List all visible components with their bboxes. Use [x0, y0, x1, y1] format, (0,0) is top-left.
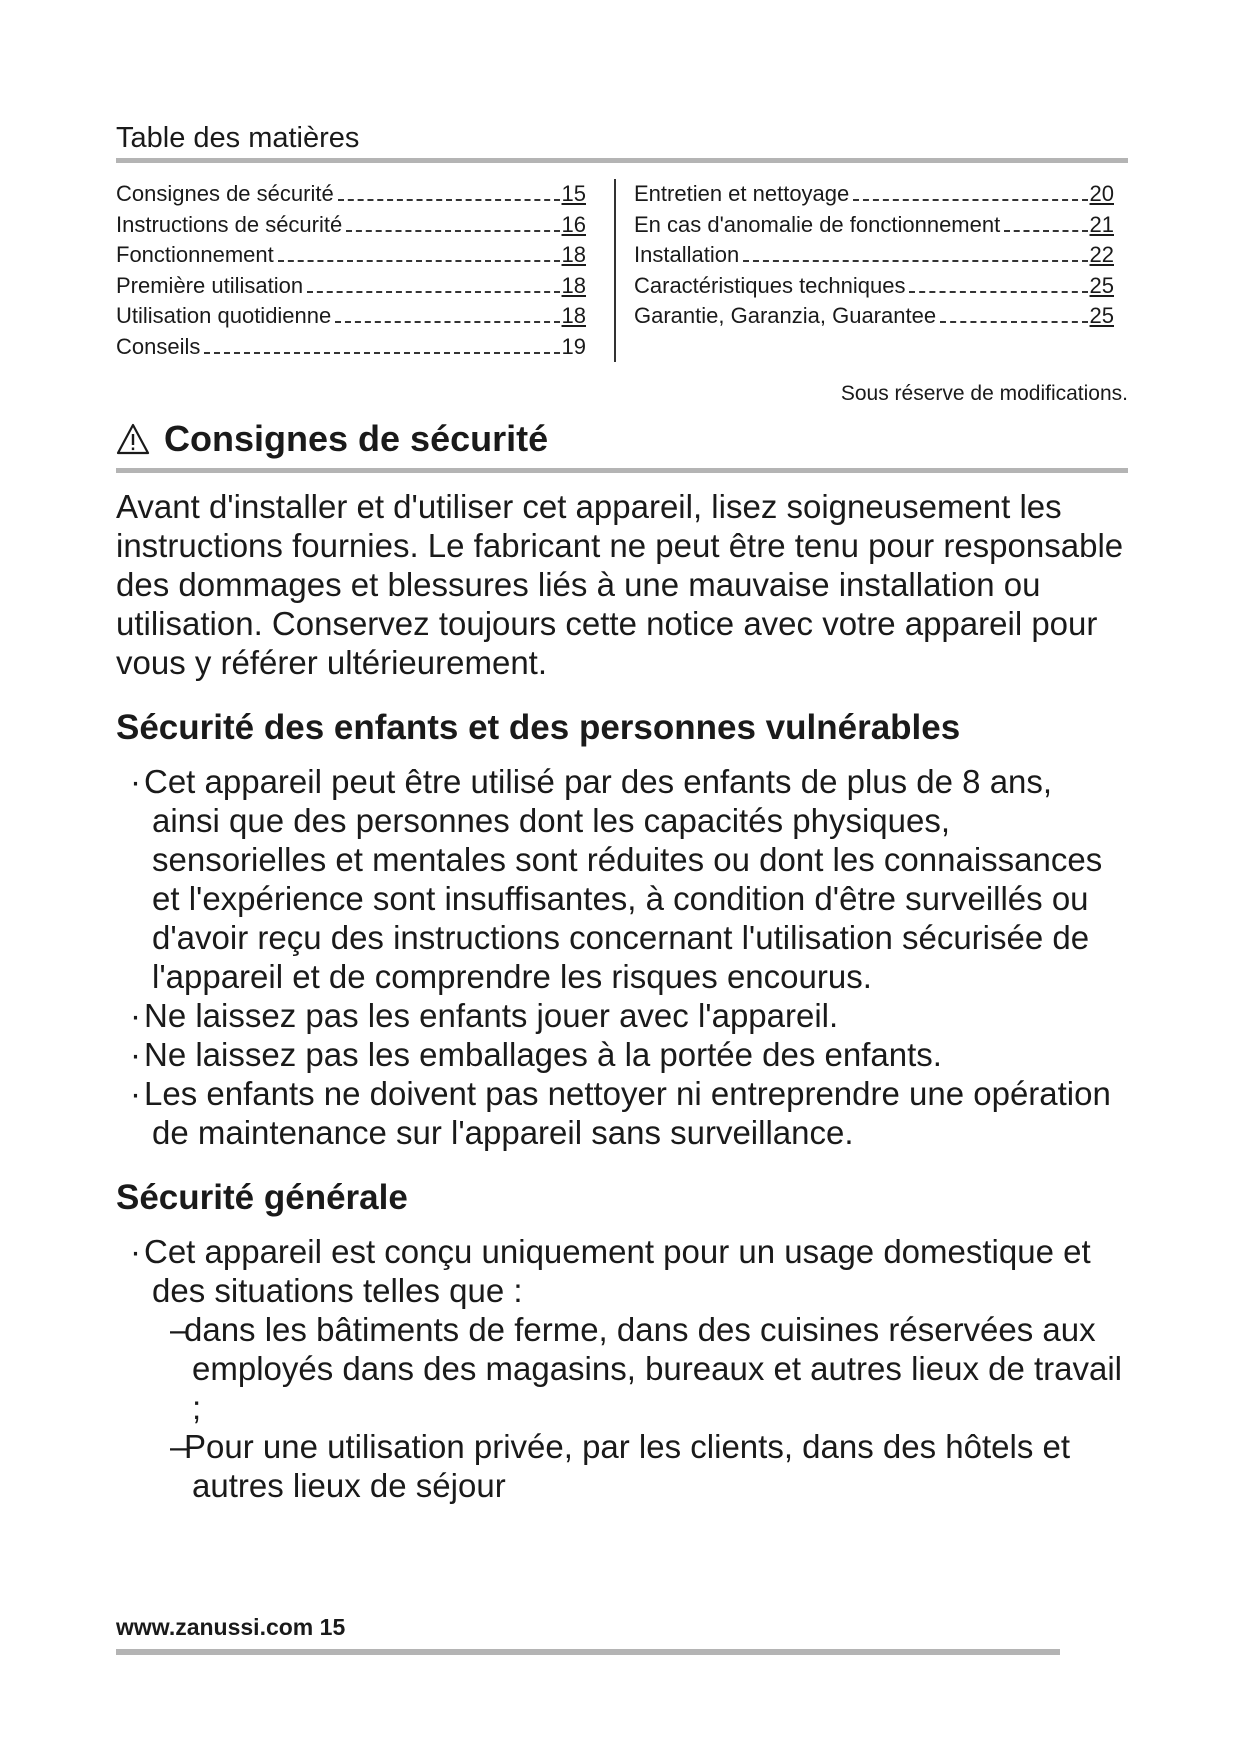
toc-entry[interactable]	[634, 179, 1114, 210]
toc-entry[interactable]	[634, 240, 1114, 271]
toc-leader	[335, 321, 559, 323]
general-safety-heading: Sécurité générale	[116, 1178, 408, 1217]
toc-entry-label: Conseils	[116, 333, 201, 359]
footer-text	[116, 1614, 1060, 1641]
list-item: ·Cet appareil est conçu uniquement pour un usage domestique et des situations telles que : –dans les bâtiments de ferme, dans des cuisines réservées aux employés dans des magasins, bureaux et autres lieux de travail ; –Pour une utilisation privée, par les clients, dans des hôtels et autres lieux de séjour	[116, 1232, 1128, 1505]
toc-entry-label: Consignes de sécurité	[116, 181, 334, 206]
children-safety-list	[116, 762, 1128, 1152]
page-content	[116, 118, 1128, 1505]
warning-icon	[116, 423, 150, 455]
toc-title: Table des matières	[116, 122, 360, 154]
toc-leader	[338, 199, 560, 201]
toc-entry-label: Instructions de sécurité	[116, 211, 343, 237]
toc-entry-label: Fonctionnement	[116, 242, 274, 267]
toc-entry-page: 19	[561, 333, 586, 359]
sub-list-item: –dans les bâtiments de ferme, dans des cuisines réservées aux employés dans des magasins, bureaux et autres lieux de travail ;	[170, 1311, 1123, 1426]
toc-entry[interactable]	[634, 271, 1114, 302]
toc-leader	[346, 230, 559, 232]
toc-entry[interactable]	[116, 301, 586, 332]
toc-entry[interactable]	[634, 210, 1114, 241]
toc-entry-label: Utilisation quotidienne	[116, 303, 332, 328]
toc-entry-page: 25	[1089, 272, 1114, 298]
footer-site[interactable]: www.zanussi.com	[116, 1614, 314, 1640]
toc-entry-page: 18	[561, 303, 586, 328]
toc-right-column	[614, 179, 1114, 362]
toc-entry-page: 21	[1089, 211, 1114, 237]
list-item: ·Les enfants ne doivent pas nettoyer ni entreprendre une opération de maintenance sur l'appareil sans surveillance.	[130, 1075, 1111, 1151]
list-item: ·Ne laissez pas les emballages à la portée des enfants.	[130, 1036, 942, 1073]
toc-leader	[1004, 230, 1087, 232]
toc-entry-label: Entretien et nettoyage	[634, 181, 850, 206]
toc-entry-label: Installation	[634, 242, 740, 267]
section-title: Consignes de sécurité	[164, 418, 549, 459]
toc-entry-label: En cas d'anomalie de fonctionnement	[634, 211, 1001, 237]
toc-leader	[307, 291, 559, 293]
section-rule	[116, 468, 1128, 473]
toc-entry[interactable]	[116, 271, 586, 302]
toc-entry-page: 22	[1089, 242, 1114, 267]
toc-entry-page: 20	[1089, 181, 1114, 206]
toc-leader	[853, 199, 1087, 201]
toc-entry-page: 25	[1089, 303, 1114, 328]
toc-entry[interactable]	[116, 332, 586, 363]
footer-page-number: 15	[319, 1614, 346, 1640]
toc-entry[interactable]	[116, 210, 586, 241]
toc-entry-page: 15	[561, 181, 586, 206]
toc-rule	[116, 158, 1128, 163]
toc-entry[interactable]	[116, 179, 586, 210]
toc-leader	[278, 260, 560, 262]
toc-entry[interactable]	[116, 240, 586, 271]
list-item: ·Ne laissez pas les enfants jouer avec l'appareil.	[130, 997, 839, 1034]
toc-entry-label: Garantie, Garanzia, Guarantee	[634, 303, 937, 328]
toc-leader	[940, 321, 1087, 323]
toc-entry[interactable]	[634, 301, 1114, 332]
intro-paragraph: Avant d'installer et d'utiliser cet appareil, lisez soigneusement les instructions fournies. Le fabricant ne peut être tenu pour responsable des dommages et blessures liés à une mauvaise installation ou utilisation. Conservez toujours cette notice avec votre appareil pour vous y référer ultérieurement.	[116, 488, 1124, 681]
sub-list-item: –Pour une utilisation privée, par les clients, dans des hôtels et autres lieux de séjour	[170, 1428, 1071, 1504]
toc-entry-label: Première utilisation	[116, 272, 304, 298]
toc-entry-page: 16	[561, 211, 586, 237]
toc-entry-page: 18	[561, 242, 586, 267]
footer-rule	[116, 1649, 1060, 1655]
toc-left-column	[116, 179, 586, 362]
toc-leader	[204, 352, 559, 354]
list-item: ·Cet appareil peut être utilisé par des enfants de plus de 8 ans, ainsi que des personnes dont les capacités physiques, sensorielles et mentales sont réduites ou dont les connaissances et l'expérience sont insuffisantes, à condition d'être surveillés ou d'avoir reçu des instructions concernant l'utilisation sécurisée de l'appareil et de comprendre les risques encourus.	[130, 763, 1103, 995]
reserve-note: Sous réserve de modifications.	[840, 382, 1128, 405]
toc-leader	[743, 260, 1087, 262]
toc-leader	[909, 291, 1087, 293]
toc-entry-label: Caractéristiques techniques	[634, 272, 906, 298]
sub-list	[152, 1310, 1128, 1505]
table-of-contents	[116, 179, 1128, 362]
children-safety-heading: Sécurité des enfants et des personnes vulnérables	[116, 708, 961, 747]
section-heading	[116, 418, 1128, 460]
page-footer	[116, 1614, 1060, 1655]
general-safety-list	[116, 1232, 1128, 1505]
toc-entry-page: 18	[561, 272, 586, 298]
